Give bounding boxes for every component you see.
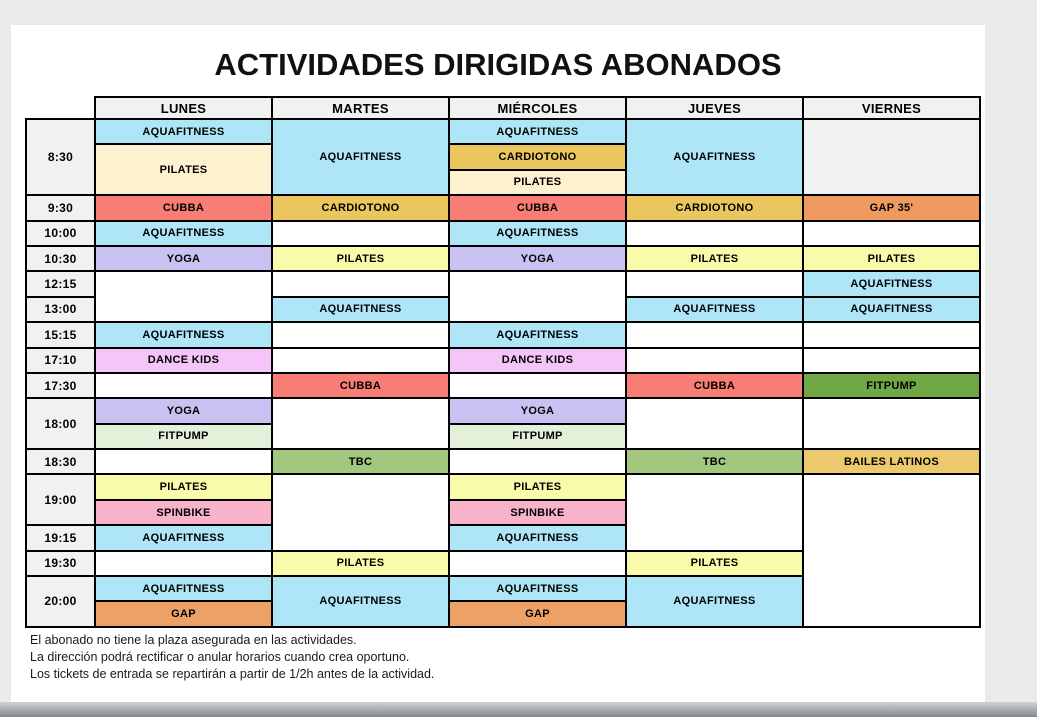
time-cell: 19:30 — [27, 552, 94, 575]
day-header: LUNES — [96, 98, 271, 118]
activity-cell: AQUAFITNESS — [804, 298, 979, 321]
activity-cell: PILATES — [273, 552, 448, 575]
empty-cell — [96, 450, 271, 473]
activity-cell: YOGA — [96, 247, 271, 270]
activity-cell: BAILES LATINOS — [804, 450, 979, 473]
time-cell: 17:10 — [27, 349, 94, 372]
empty-cell — [273, 399, 448, 448]
activity-cell: CUBBA — [273, 374, 448, 397]
time-cell: 17:30 — [27, 374, 94, 397]
activity-cell: TBC — [273, 450, 448, 473]
day-header: VIERNES — [804, 98, 979, 118]
empty-cell — [804, 399, 979, 448]
activity-cell: PILATES — [96, 475, 271, 498]
empty-cell — [627, 475, 802, 549]
activity-cell: GAP — [96, 602, 271, 625]
activity-cell: AQUAFITNESS — [96, 323, 271, 346]
time-cell: 19:15 — [27, 526, 94, 549]
activity-cell: PILATES — [96, 145, 271, 194]
empty-cell — [804, 222, 979, 245]
activity-cell: AQUAFITNESS — [804, 272, 979, 295]
activity-cell: CARDIOTONO — [273, 196, 448, 219]
activity-cell: PILATES — [450, 475, 625, 498]
activity-cell: GAP 35' — [804, 196, 979, 219]
empty-cell — [96, 552, 271, 575]
note-line: El abonado no tiene la plaza asegurada en las actividades. — [30, 633, 357, 647]
empty-cell — [273, 323, 448, 346]
activity-cell: PILATES — [627, 552, 802, 575]
time-cell: 19:00 — [27, 475, 94, 524]
empty-cell — [96, 272, 271, 321]
time-cell: 12:15 — [27, 272, 94, 295]
activity-cell: AQUAFITNESS — [273, 298, 448, 321]
activity-cell: AQUAFITNESS — [450, 526, 625, 549]
empty-cell — [804, 475, 979, 625]
activity-cell: PILATES — [627, 247, 802, 270]
activity-cell: FITPUMP — [96, 425, 271, 448]
time-cell: 10:30 — [27, 247, 94, 270]
activity-cell: YOGA — [450, 399, 625, 422]
activity-cell: AQUAFITNESS — [96, 526, 271, 549]
activity-cell: PILATES — [804, 247, 979, 270]
time-cell: 8:30 — [27, 120, 94, 194]
empty-cell — [627, 272, 802, 295]
activity-cell: FITPUMP — [804, 374, 979, 397]
time-cell: 18:00 — [27, 399, 94, 448]
activity-cell: YOGA — [450, 247, 625, 270]
day-header: JUEVES — [627, 98, 802, 118]
empty-cell — [273, 349, 448, 372]
activity-cell: SPINBIKE — [96, 501, 271, 524]
activity-cell: AQUAFITNESS — [273, 577, 448, 626]
time-cell: 9:30 — [27, 196, 94, 219]
activity-cell: FITPUMP — [450, 425, 625, 448]
activity-cell: CARDIOTONO — [450, 145, 625, 168]
activity-cell: AQUAFITNESS — [627, 577, 802, 626]
empty-cell — [627, 349, 802, 372]
activity-cell: CUBBA — [96, 196, 271, 219]
activity-cell: PILATES — [450, 171, 625, 194]
activity-cell: AQUAFITNESS — [450, 222, 625, 245]
activity-cell: AQUAFITNESS — [627, 120, 802, 194]
time-cell: 15:15 — [27, 323, 94, 346]
empty-cell — [804, 349, 979, 372]
day-header: MARTES — [273, 98, 448, 118]
day-header: MIÉRCOLES — [450, 98, 625, 118]
time-cell: 10:00 — [27, 222, 94, 245]
activity-cell: DANCE KIDS — [450, 349, 625, 372]
empty-cell — [804, 323, 979, 346]
time-cell: 20:00 — [27, 577, 94, 626]
empty-cell — [627, 323, 802, 346]
empty-cell — [627, 222, 802, 245]
activity-cell: YOGA — [96, 399, 271, 422]
empty-cell — [627, 399, 802, 448]
empty-cell — [804, 120, 979, 194]
window-bottom-edge — [0, 702, 1037, 717]
note-line: La dirección podrá rectificar o anular horarios cuando crea oportuno. — [30, 650, 410, 665]
empty-cell — [450, 552, 625, 575]
activity-cell: AQUAFITNESS — [96, 222, 271, 245]
note-line: Los tickets de entrada se repartirán a partir de 1/2h antes de la actividad. — [30, 667, 435, 682]
time-cell: 13:00 — [27, 298, 94, 321]
activity-cell: AQUAFITNESS — [96, 577, 271, 600]
activity-cell: TBC — [627, 450, 802, 473]
activity-cell: CARDIOTONO — [627, 196, 802, 219]
document-page — [11, 25, 985, 702]
empty-cell — [450, 450, 625, 473]
activity-cell: CUBBA — [627, 374, 802, 397]
schedule-grid — [25, 118, 981, 628]
day-header-row — [94, 96, 981, 120]
empty-cell — [450, 374, 625, 397]
activity-cell: GAP — [450, 602, 625, 625]
activity-cell: AQUAFITNESS — [627, 298, 802, 321]
activity-cell: AQUAFITNESS — [273, 120, 448, 194]
empty-cell — [450, 272, 625, 321]
activity-cell: CUBBA — [450, 196, 625, 219]
activity-cell: AQUAFITNESS — [96, 120, 271, 143]
page-title: ACTIVIDADES DIRIGIDAS ABONADOS — [214, 47, 782, 82]
empty-cell — [273, 222, 448, 245]
activity-cell: AQUAFITNESS — [450, 577, 625, 600]
activity-cell: AQUAFITNESS — [450, 120, 625, 143]
footer-notes — [30, 632, 434, 684]
empty-cell — [273, 475, 448, 549]
time-cell: 18:30 — [27, 450, 94, 473]
activity-cell: SPINBIKE — [450, 501, 625, 524]
activity-cell: AQUAFITNESS — [450, 323, 625, 346]
empty-cell — [273, 272, 448, 295]
activity-cell: PILATES — [273, 247, 448, 270]
activity-cell: DANCE KIDS — [96, 349, 271, 372]
empty-cell — [96, 374, 271, 397]
